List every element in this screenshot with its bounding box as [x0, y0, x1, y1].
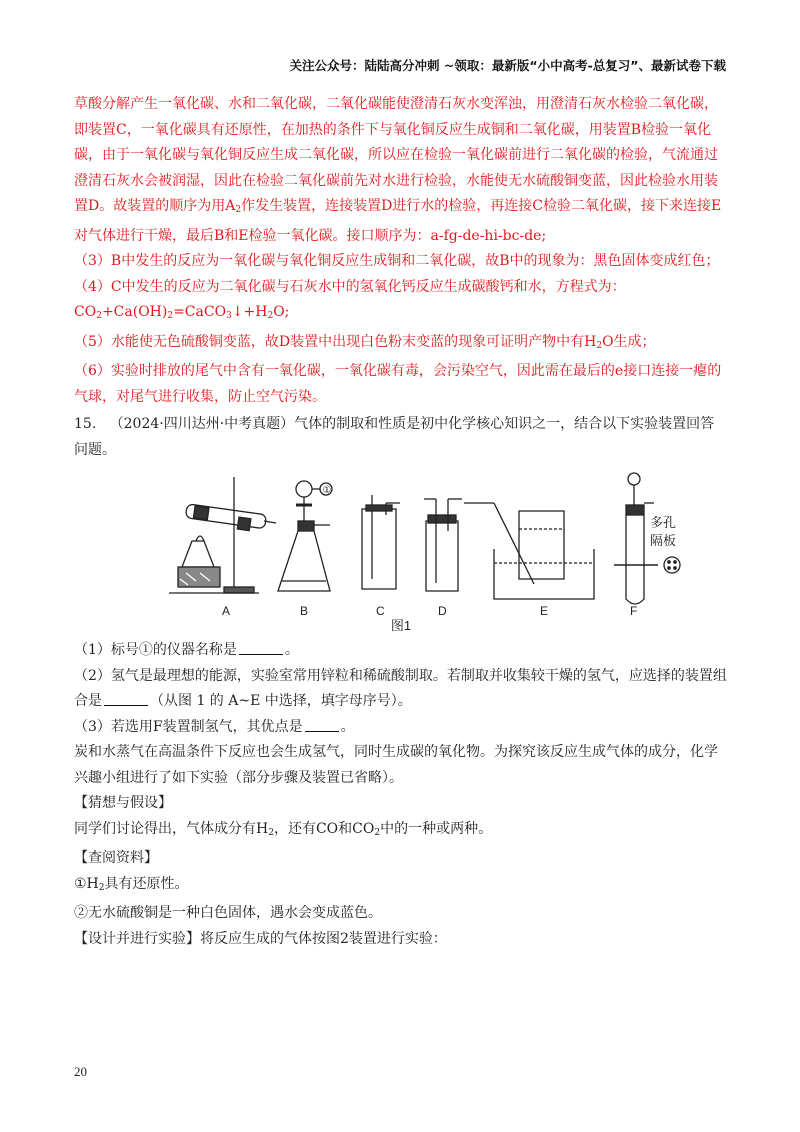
- question-context: 炭和水蒸气在高温条件下反应也会生成氢气，同时生成碳的氧化物。为探究该反应生成气体的成分，化学兴趣小组进行了如下实验（部分步骤及装置已省略）。: [74, 744, 718, 786]
- answer-paragraph-1: 草酸分解产生一氧化碳、水和二氧化碳，二氧化碳能使澄清石灰水变浑浊，用澄清石灰水检验二氧化碳，即装置C，一氧化碳具有还原性，在加热的条件下与氧化铜反应生成铜和二氧化碳，用装置B检验一氧化碳，由于一氧化碳与氧化铜反应生成二氧化碳，所以应在检验一氧化碳前进行二氧化碳的检验，气流通过澄清石灰水会被润湿，因此在检验二氧化碳前先对水进行检验，水能使无水硫酸铜变蓝，因此检验水用装置D。故装置的顺序为用$A_2$作发生装置，连接装置D进行水的检验，再连接C检验二氧化碳，接下来连接E对气体进行干燥，最后B和E检验一氧化碳。接口顺序为：a-fg-de-hi-bc-de;: [74, 96, 722, 244]
- section-guess-body: 同学们讨论得出，气体成分有$H_2$，还有CO和$CO_2$中的一种或两种。: [74, 820, 493, 838]
- apparatus-c: [362, 495, 400, 589]
- page-content: [74, 92, 728, 952]
- figure-1: [74, 469, 728, 619]
- label-a: A: [222, 604, 231, 618]
- apparatus-b: [278, 481, 332, 591]
- answer-4-equation: $CO_2+Ca(OH)_2=CaCO_3↓+H_2O$;: [74, 304, 290, 321]
- question-15-3: （3）若选用F装置制氢气，其优点是 。: [74, 718, 355, 735]
- question-15-2: （2）氢气是最理想的能源，实验室常用锌粒和稀硫酸制取。若制取并收集较干燥的氢气，应选择的装置组合是 （从图 1 的 A~E 中选择，填字母序号）。: [74, 667, 727, 709]
- answer-6: （6）实验时排放的尾气中含有一氧化碳，一氧化碳有毒，会污染空气，因此需在最后的e接口连接一瘪的气球，对尾气进行收集，防止空气污染。: [74, 363, 722, 405]
- label-e: E: [540, 604, 549, 618]
- apparatus-a: [169, 477, 276, 593]
- info-item-2: ②无水硫酸铜是一种白色固体，遇水会变成蓝色。: [74, 905, 382, 921]
- apparatus-f: [614, 473, 680, 604]
- label-f: F: [630, 604, 638, 618]
- answer-blank-1[interactable]: [239, 640, 283, 655]
- section-design: 【设计并进行实验】将反应生成的气体按图2装置进行实验：: [74, 930, 447, 947]
- info-item-1: $①H_2$具有还原性。: [74, 875, 189, 893]
- apparatus-e: [464, 503, 594, 599]
- section-info-title: 【查阅资料】: [74, 850, 158, 866]
- question-15-stem: 15. （2024·四川达州·中考真题）气体的制取和性质是初中化学核心知识之一，结合以下实验装置回答问题。: [74, 416, 715, 458]
- f-note-1: 多孔: [650, 516, 677, 531]
- apparatus-diagram: [74, 469, 728, 619]
- page-header: 关注公众号：陆陆高分冲刺 ~领取：最新版“小中高考-总复习”、最新试卷下载: [289, 58, 726, 73]
- answer-3: （3）B中发生的反应为一氧化碳与氧化铜反应生成铜和二氧化碳，故B中的现象为：黑色固体变成红色；: [74, 253, 720, 269]
- section-guess-title: 【猜想与假设】: [74, 795, 172, 811]
- figure-caption: 图1: [390, 618, 412, 633]
- answer-blank-2[interactable]: [104, 691, 148, 706]
- answer-4: （4）C中发生的反应为二氧化碳与石灰水中的氢氧化钙反应生成碳酸钙和水，方程式为：: [74, 278, 626, 295]
- label-b: B: [300, 604, 309, 618]
- answer-blank-3[interactable]: [305, 717, 339, 732]
- question-15-1: （1）标号①的仪器名称是 。: [74, 642, 299, 658]
- f-note-2: 隔板: [650, 534, 677, 549]
- apparatus-d: [424, 499, 462, 591]
- label-d: D: [438, 604, 447, 618]
- label-c: C: [376, 604, 385, 618]
- answer-5: （5）水能使无色硫酸铜变蓝，故D装置中出现白色粉末变蓝的现象可证明产物中有$H_2O$生成；: [74, 333, 656, 351]
- page-number: 20: [74, 1064, 87, 1079]
- marker-1: ①: [322, 485, 332, 496]
